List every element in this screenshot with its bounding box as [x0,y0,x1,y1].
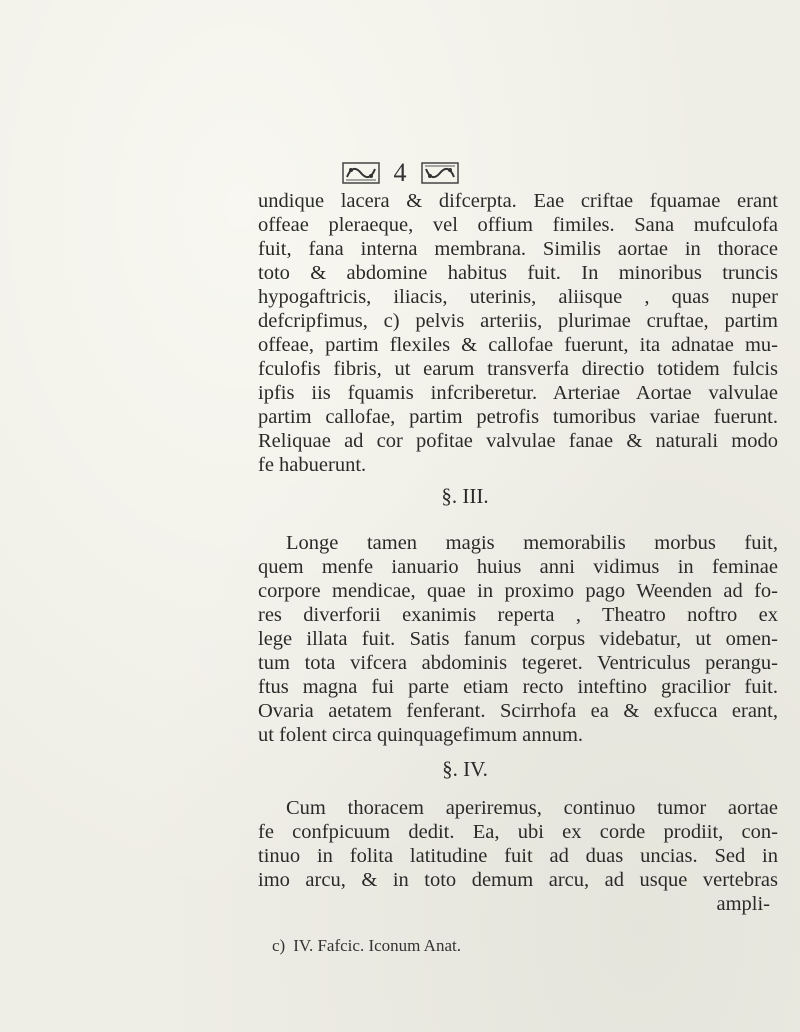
paragraph-1 [258,189,778,477]
text-line: offeae pleraeque, vel offium fimiles. Sana mufculofa [258,214,778,236]
footnote-text: IV. Fafcic. Iconum Anat. [293,936,461,955]
text-line: hypogaftricis, iliacis, uterinis, aliisque , quas nuper [258,286,778,308]
text-line: Reliquae ad cor pofitae valvulae fanae & naturali modo [258,430,778,452]
text-line: quem menfe ianuario huius anni vidimus in feminae [258,556,778,578]
text-line: tum tota vifcera abdominis tegeret. Ventriculus perangu- [258,652,778,674]
printer-ornament-left-icon [342,162,380,184]
footnote-mark: c) [272,936,286,955]
footnote [272,935,461,957]
page-header [0,160,800,186]
text-line: ipfis iis fquamis infcriberetur. Arteriae Aortae valvulae [258,382,778,404]
catchword: ampli- [716,893,770,915]
page-number: 4 [393,158,407,187]
text-line: lege illata fuit. Satis fanum corpus videbatur, ut omen- [258,628,778,650]
text-line: fuit, fana interna membrana. Similis aortae in thorace [258,238,778,260]
text-line: fe habuerunt. [258,454,367,476]
text-line: Ovaria aetatem fenferant. Scirrhofa ea & exfucca erant, [258,700,778,722]
text-line: res diverforii exanimis reperta , Theatro noftro ex [258,604,778,626]
text-line: fe confpicuum dedit. Ea, ubi ex corde prodiit, con- [258,821,778,843]
text-line: fculofis fibris, ut earum transverfa directio totidem fulcis [258,358,778,380]
text-line: Longe tamen magis memorabilis morbus fuit, [286,532,778,554]
text-line: Cum thoracem aperiremus, continuo tumor aortae [286,797,778,819]
text-line: offeae, partim flexiles & callofae fuerunt, ita adnatae mu- [258,334,778,356]
text-line: defcripfimus, c) pelvis arteriis, plurimae cruftae, partim [258,310,778,332]
text-line: partim callofae, partim petrofis tumoribus variae fuerunt. [258,406,778,428]
text-line: corpore mendicae, quae in proximo pago Weenden ad fo- [258,580,778,602]
text-line: ut folent circa quinquagefimum annum. [258,724,584,746]
text-line: tinuo in folita latitudine fuit ad duas uncias. Sed in [258,845,778,867]
text-line: toto & abdomine habitus fuit. In minoribus truncis [258,262,778,284]
text-line: ftus magna fui parte etiam recto inteftino gracilior fuit. [258,676,778,698]
section-heading-iv: §. IV. [442,757,488,781]
text-line: undique lacera & difcerpta. Eae criftae fquamae erant [258,190,778,212]
text-line: imo arcu, & in toto demum arcu, ad usque vertebras [258,869,778,891]
paragraph-3 [258,796,778,892]
printer-ornament-right-icon [421,162,459,184]
paragraph-2 [258,531,778,747]
section-heading-iii: §. III. [441,484,489,508]
